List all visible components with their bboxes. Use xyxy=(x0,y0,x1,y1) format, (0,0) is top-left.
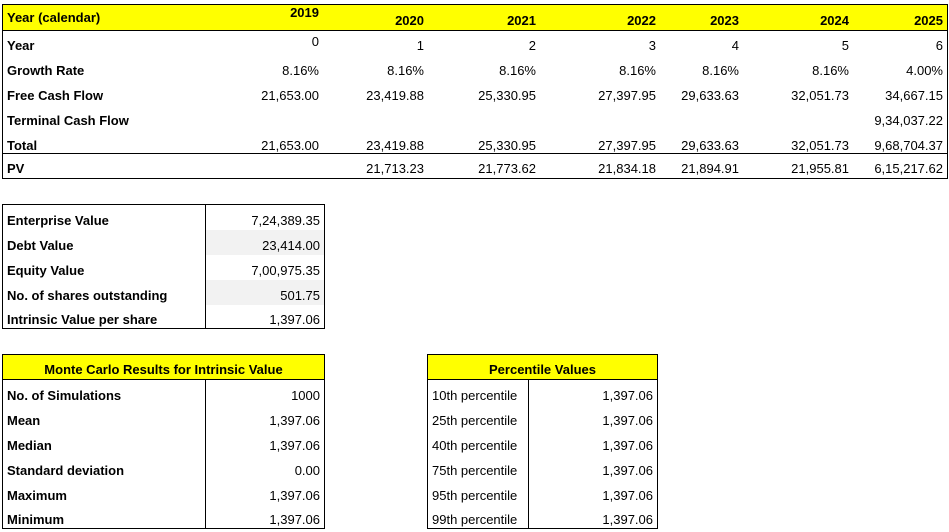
cell-value: 29,633.63 xyxy=(681,138,739,153)
cell-value: 21,894.91 xyxy=(681,161,739,176)
cell-value: 3 xyxy=(648,38,656,53)
row-label-year: Year xyxy=(7,38,35,53)
label-percentile: 40th percentile xyxy=(432,438,518,453)
label-percentile: 10th percentile xyxy=(432,388,518,403)
cell-value: 1 xyxy=(416,38,424,53)
year-header: 2021 xyxy=(507,13,536,28)
cell-value: 9,68,704.37 xyxy=(874,138,943,153)
cell-value: 23,419.88 xyxy=(366,88,424,103)
cell-value: 32,051.73 xyxy=(791,138,849,153)
value-percentile: 1,397.06 xyxy=(602,413,653,428)
monte-carlo-title: Monte Carlo Results for Intrinsic Value xyxy=(44,362,283,377)
cell-value: 27,397.95 xyxy=(598,88,656,103)
label-standard-deviation: Standard deviation xyxy=(7,463,125,478)
cell-value: 5 xyxy=(841,38,849,53)
cell-value: 25,330.95 xyxy=(478,88,536,103)
year-header: 2023 xyxy=(710,13,739,28)
cell-value: 21,713.23 xyxy=(366,161,424,176)
label-equity-value: Equity Value xyxy=(7,263,85,278)
dcf-header-label: Year (calendar) xyxy=(7,10,101,25)
divider xyxy=(3,30,947,31)
cell-value: 21,773.62 xyxy=(478,161,536,176)
cell-value: 29,633.63 xyxy=(681,88,739,103)
cell-value: 23,419.88 xyxy=(366,138,424,153)
valuation-table xyxy=(2,204,325,329)
dcf-table xyxy=(2,4,948,179)
percentile-table xyxy=(427,354,658,529)
value-debt-value: 23,414.00 xyxy=(262,238,320,253)
cell-value: 8.16% xyxy=(619,63,656,78)
value-equity-value: 7,00,975.35 xyxy=(251,263,320,278)
cell-value: 8.16% xyxy=(702,63,739,78)
row-label-growth-rate: Growth Rate xyxy=(7,63,85,78)
label-intrinsic-value: Intrinsic Value per share xyxy=(7,312,158,327)
label-mean: Mean xyxy=(7,413,41,428)
label-maximum: Maximum xyxy=(7,488,67,503)
cell-value: 6 xyxy=(935,38,943,53)
cell-value: 32,051.73 xyxy=(791,88,849,103)
value-percentile: 1,397.06 xyxy=(602,512,653,527)
cell-value: 0 xyxy=(311,34,319,49)
cell-value: 21,653.00 xyxy=(261,138,319,153)
value-maximum: 1,397.06 xyxy=(269,488,320,503)
label-percentile: 25th percentile xyxy=(432,413,518,428)
label-shares-outstanding: No. of shares outstanding xyxy=(7,288,168,303)
value-standard-deviation: 0.00 xyxy=(294,463,320,478)
label-percentile: 75th percentile xyxy=(432,463,518,478)
cell-value: 6,15,217.62 xyxy=(874,161,943,176)
cell-value: 9,34,037.22 xyxy=(874,113,943,128)
label-enterprise-value: Enterprise Value xyxy=(7,213,109,228)
year-header: 2024 xyxy=(820,13,849,28)
cell-value: 8.16% xyxy=(387,63,424,78)
label-simulations: No. of Simulations xyxy=(7,388,122,403)
value-percentile: 1,397.06 xyxy=(602,488,653,503)
cell-value: 21,955.81 xyxy=(791,161,849,176)
value-median: 1,397.06 xyxy=(269,438,320,453)
cell-value: 25,330.95 xyxy=(478,138,536,153)
cell-value: 8.16% xyxy=(282,63,319,78)
cell-value: 34,667.15 xyxy=(885,88,943,103)
row-label-pv: PV xyxy=(7,161,25,176)
row-label-free-cash-flow: Free Cash Flow xyxy=(7,88,104,103)
cell-value: 27,397.95 xyxy=(598,138,656,153)
year-header: 2025 xyxy=(914,13,943,28)
label-percentile: 95th percentile xyxy=(432,488,518,503)
year-header: 2019 xyxy=(290,5,319,20)
label-minimum: Minimum xyxy=(7,512,65,527)
percentile-title: Percentile Values xyxy=(489,362,596,377)
row-label-terminal-cash-flow: Terminal Cash Flow xyxy=(7,113,129,128)
cell-value: 2 xyxy=(528,38,536,53)
divider xyxy=(3,379,324,380)
cell-value: 8.16% xyxy=(812,63,849,78)
value-shares-outstanding: 501.75 xyxy=(280,288,320,303)
value-percentile: 1,397.06 xyxy=(602,463,653,478)
value-percentile: 1,397.06 xyxy=(602,388,653,403)
value-enterprise-value: 7,24,389.35 xyxy=(251,213,320,228)
value-simulations: 1000 xyxy=(291,388,320,403)
cell-value: 21,653.00 xyxy=(261,88,319,103)
label-median: Median xyxy=(7,438,52,453)
row-label-total: Total xyxy=(7,138,38,153)
cell-value: 21,834.18 xyxy=(598,161,656,176)
value-mean: 1,397.06 xyxy=(269,413,320,428)
value-intrinsic-value: 1,397.06 xyxy=(269,312,320,327)
year-header: 2020 xyxy=(395,13,424,28)
cell-value: 4.00% xyxy=(906,63,943,78)
cell-value: 8.16% xyxy=(499,63,536,78)
label-debt-value: Debt Value xyxy=(7,238,74,253)
monte-carlo-table xyxy=(2,354,325,529)
label-percentile: 99th percentile xyxy=(432,512,518,527)
cell-value: 4 xyxy=(731,38,739,53)
divider xyxy=(428,379,657,380)
value-minimum: 1,397.06 xyxy=(269,512,320,527)
value-percentile: 1,397.06 xyxy=(602,438,653,453)
year-header: 2022 xyxy=(627,13,656,28)
